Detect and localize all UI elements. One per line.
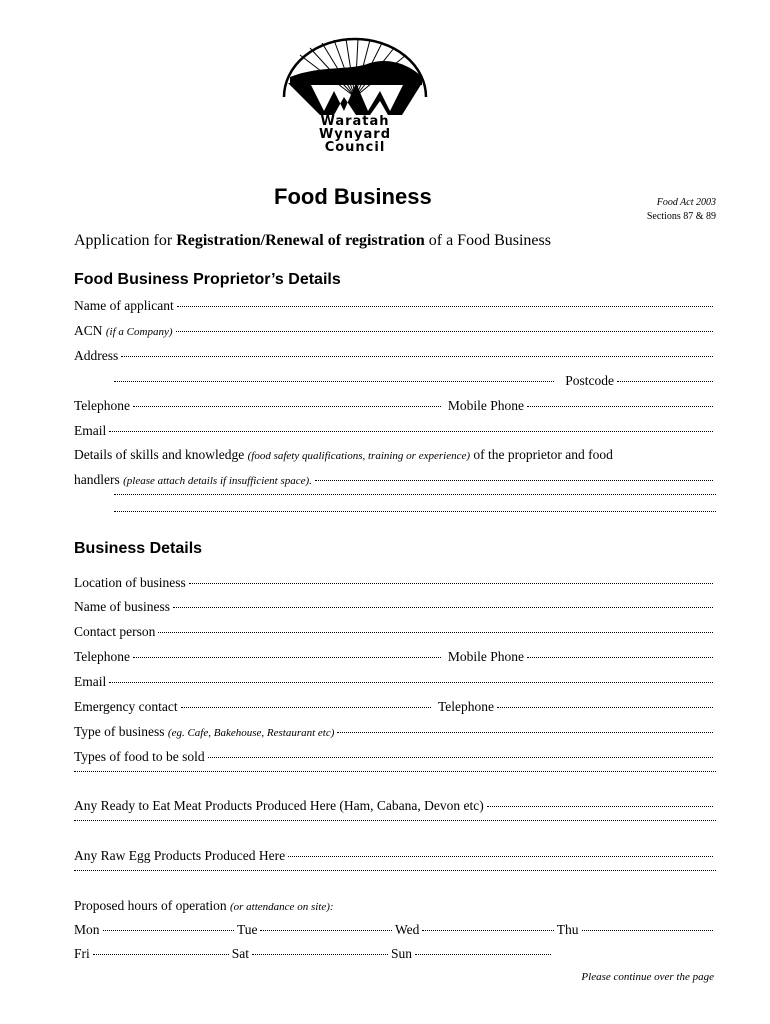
food-types-extra-line[interactable] bbox=[74, 774, 716, 775]
proprietor-telephone-label: Telephone bbox=[74, 398, 131, 413]
proprietor-email-field[interactable] bbox=[74, 423, 716, 439]
business-location-field[interactable] bbox=[74, 575, 716, 591]
proprietor-email-label: Email bbox=[74, 423, 107, 438]
day-label-thu: Thu bbox=[556, 922, 579, 937]
egg-products-extra-input[interactable] bbox=[74, 870, 716, 871]
hours-note: (or attendance on site): bbox=[229, 901, 334, 913]
address-label: Address bbox=[74, 348, 119, 363]
handlers-label: handlers bbox=[74, 472, 120, 487]
logo-line-3: Council bbox=[324, 140, 386, 155]
proprietor-email-input[interactable] bbox=[109, 431, 713, 432]
day-input-mon[interactable] bbox=[103, 930, 234, 931]
skills-extra-line-1[interactable] bbox=[114, 497, 716, 498]
proprietor-mobile-label: Mobile Phone bbox=[447, 398, 524, 413]
egg-products-label: Any Raw Egg Products Produced Here bbox=[74, 848, 286, 863]
day-label-mon: Mon bbox=[74, 922, 100, 937]
applicant-name-input[interactable] bbox=[177, 306, 713, 307]
food-types-input[interactable] bbox=[208, 757, 713, 758]
hours-heading-line bbox=[74, 898, 716, 914]
skills-suffix: of the proprietor and food bbox=[473, 447, 613, 462]
day-label-sun: Sun bbox=[391, 946, 413, 961]
handlers-input[interactable] bbox=[315, 480, 713, 481]
application-prefix: Application for bbox=[74, 232, 177, 249]
business-type-field[interactable] bbox=[74, 724, 716, 740]
food-types-field[interactable] bbox=[74, 749, 716, 765]
day-input-sat[interactable] bbox=[252, 954, 388, 955]
handlers-note: (please attach details if insufficient space). bbox=[123, 475, 312, 487]
act-sections: Sections 87 & 89 bbox=[646, 211, 716, 222]
day-label-wed: Wed bbox=[394, 922, 420, 937]
day-input-sun[interactable] bbox=[415, 954, 551, 955]
application-suffix: of a Food Business bbox=[424, 232, 551, 249]
address-input[interactable] bbox=[121, 356, 713, 357]
council-logo-text bbox=[270, 115, 440, 154]
business-email-label: Email bbox=[74, 674, 107, 689]
egg-products-field[interactable] bbox=[74, 848, 716, 864]
business-type-label: Type of business bbox=[74, 724, 165, 739]
business-location-input[interactable] bbox=[189, 583, 713, 584]
skills-line bbox=[74, 447, 716, 463]
acn-note: (if a Company) bbox=[105, 326, 173, 338]
business-name-field[interactable] bbox=[74, 599, 716, 615]
meat-products-label: Any Ready to Eat Meat Products Produced Here (Ham, Cabana, Devon etc) bbox=[74, 798, 484, 813]
address-line-2[interactable] bbox=[114, 373, 716, 389]
emergency-telephone-label: Telephone bbox=[437, 699, 494, 714]
logo-line-1: Waratah bbox=[320, 114, 390, 129]
business-phone-row[interactable] bbox=[74, 649, 716, 665]
business-mobile-input[interactable] bbox=[527, 657, 713, 658]
meat-products-field[interactable] bbox=[74, 798, 716, 814]
food-types-extra-input[interactable] bbox=[74, 771, 716, 772]
emergency-row[interactable] bbox=[74, 699, 716, 715]
proprietor-phone-row[interactable] bbox=[74, 398, 716, 414]
act-reference bbox=[600, 196, 716, 224]
contact-person-label: Contact person bbox=[74, 624, 156, 639]
skills-prefix: Details of skills and knowledge bbox=[74, 447, 245, 462]
page-title: Food Business bbox=[274, 184, 432, 209]
application-bold: Registration/Renewal of registration bbox=[176, 232, 425, 249]
hours-row-1[interactable] bbox=[74, 922, 716, 938]
address-line-2-input[interactable] bbox=[114, 381, 554, 382]
day-input-thu[interactable] bbox=[582, 930, 713, 931]
emergency-telephone-input[interactable] bbox=[497, 707, 713, 708]
day-label-fri: Fri bbox=[74, 946, 90, 961]
skills-extra-input-1[interactable] bbox=[114, 494, 716, 495]
footer-note: Please continue over the page bbox=[581, 971, 714, 983]
skills-extra-input-2[interactable] bbox=[114, 511, 716, 512]
applicant-name-field[interactable] bbox=[74, 298, 716, 314]
business-heading: Business Details bbox=[74, 540, 203, 557]
day-input-fri[interactable] bbox=[93, 954, 229, 955]
skills-extra-line-2[interactable] bbox=[114, 514, 716, 515]
meat-products-input[interactable] bbox=[487, 806, 713, 807]
contact-person-field[interactable] bbox=[74, 624, 716, 640]
acn-label: ACN bbox=[74, 323, 103, 338]
hours-row-2[interactable] bbox=[74, 946, 554, 962]
business-name-input[interactable] bbox=[173, 607, 713, 608]
council-logo-emblem bbox=[270, 35, 440, 115]
day-label-tue: Tue bbox=[236, 922, 258, 937]
acn-field[interactable] bbox=[74, 323, 716, 339]
postcode-label: Postcode bbox=[565, 373, 614, 388]
postcode-input[interactable] bbox=[617, 381, 713, 382]
proprietor-telephone-input[interactable] bbox=[133, 406, 441, 407]
application-line bbox=[74, 232, 551, 250]
logo-line-2: Wynyard bbox=[318, 127, 392, 142]
business-email-input[interactable] bbox=[109, 682, 713, 683]
hours-label: Proposed hours of operation bbox=[74, 898, 227, 913]
meat-products-extra-line[interactable] bbox=[74, 823, 716, 824]
day-label-sat: Sat bbox=[231, 946, 250, 961]
act-name: Food Act 2003 bbox=[656, 197, 716, 208]
business-mobile-label: Mobile Phone bbox=[447, 649, 524, 664]
food-types-label: Types of food to be sold bbox=[74, 749, 205, 764]
proprietor-heading: Food Business Proprietor’s Details bbox=[74, 271, 341, 288]
business-type-input[interactable] bbox=[337, 732, 713, 733]
business-type-note: (eg. Cafe, Bakehouse, Restaurant etc) bbox=[167, 727, 335, 739]
business-email-field[interactable] bbox=[74, 674, 716, 690]
business-telephone-input[interactable] bbox=[133, 657, 441, 658]
emergency-contact-label: Emergency contact bbox=[74, 699, 178, 714]
egg-products-input[interactable] bbox=[288, 856, 713, 857]
address-field[interactable] bbox=[74, 348, 716, 364]
contact-person-input[interactable] bbox=[158, 632, 713, 633]
meat-products-extra-input[interactable] bbox=[74, 820, 716, 821]
business-location-label: Location of business bbox=[74, 575, 186, 590]
applicant-name-label: Name of applicant bbox=[74, 298, 174, 313]
day-input-wed[interactable] bbox=[422, 930, 553, 931]
handlers-field[interactable] bbox=[74, 472, 716, 488]
day-input-tue[interactable] bbox=[260, 930, 391, 931]
council-logo bbox=[270, 35, 440, 155]
acn-input[interactable] bbox=[176, 331, 714, 332]
emergency-contact-input[interactable] bbox=[181, 707, 431, 708]
skills-note: (food safety qualifications, training or experience) bbox=[247, 450, 471, 462]
egg-products-extra-line[interactable] bbox=[74, 873, 716, 874]
business-telephone-label: Telephone bbox=[74, 649, 131, 664]
business-name-label: Name of business bbox=[74, 599, 170, 614]
proprietor-mobile-input[interactable] bbox=[527, 406, 713, 407]
